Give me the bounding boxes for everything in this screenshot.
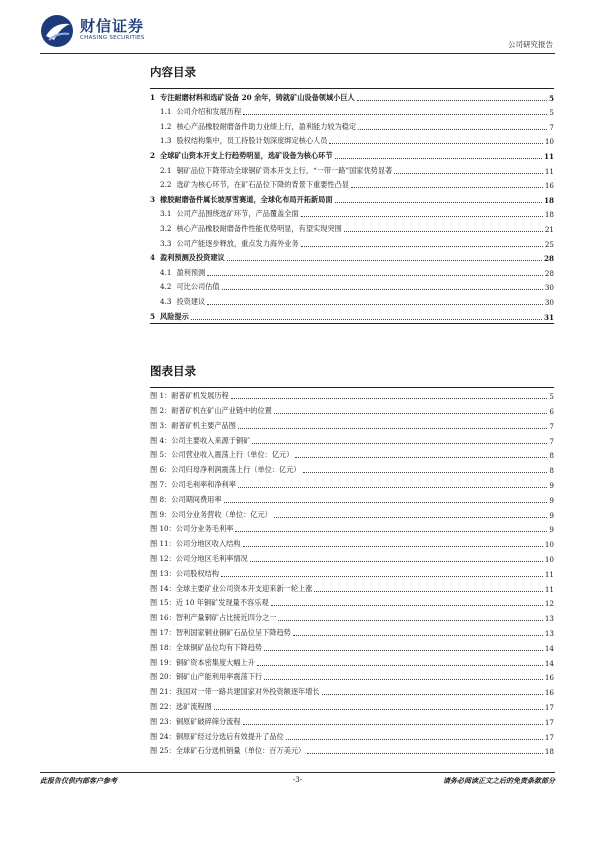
leader-dots [329, 143, 542, 144]
toc-entry[interactable] [150, 162, 554, 177]
leader-dots [238, 428, 547, 429]
toc-entry-page: 11 [544, 166, 554, 176]
figure-entry-label: 图 9： [150, 509, 172, 519]
toc-entry[interactable] [150, 191, 554, 206]
figure-entry-page: 8 [549, 451, 554, 461]
figure-entry-page: 17 [544, 717, 554, 727]
figure-entry[interactable] [150, 624, 554, 639]
figure-entry-text: 我国对一带一路共建国家对外投资额逐年增长 [175, 687, 320, 697]
figure-entry-text: 选矿流程图 [175, 702, 212, 712]
toc-entry-page: 30 [544, 283, 554, 293]
toc-entry-page: 28 [543, 254, 554, 264]
toc-entry-number: 3.2 [160, 223, 172, 233]
toc-entry[interactable] [150, 206, 554, 221]
figure-entry-text: 公司分业务毛利率 [175, 524, 234, 534]
leader-dots [301, 246, 543, 247]
leader-dots [264, 679, 543, 680]
header-divider [40, 53, 555, 54]
leader-dots [243, 724, 543, 725]
toc-entry-number: 1 [150, 92, 156, 102]
footer-notice: 请务必阅读正文之后的免责条款部分 [443, 776, 555, 785]
toc-entry[interactable] [150, 118, 554, 133]
toc-entry-page: 5 [548, 93, 554, 103]
figure-entry-label: 图 3： [150, 420, 172, 430]
leader-dots [314, 591, 542, 592]
figure-entry-label: 图 23： [150, 716, 176, 726]
toc-entry-text: 公司产品围绕选矿环节，产品覆盖全面 [176, 209, 299, 219]
toc-entry[interactable] [150, 308, 554, 323]
leader-dots [322, 694, 543, 695]
toc-entry-page: 21 [544, 224, 554, 234]
leader-dots [357, 100, 547, 101]
figure-entry[interactable] [150, 595, 554, 610]
leader-dots [274, 517, 548, 518]
toc-entry-text: 公司介绍和发展历程 [176, 107, 242, 117]
figure-entry-text: 公司分业务营收（单位：亿元） [171, 509, 272, 519]
figure-entry-label: 图 6： [150, 465, 172, 475]
figure-entry-label: 图 5： [150, 450, 172, 460]
leader-dots [286, 739, 543, 740]
figure-entry[interactable] [150, 476, 554, 491]
leader-dots [224, 502, 548, 503]
page-content [150, 60, 554, 757]
figure-entry-label: 图 25： [150, 746, 176, 756]
leader-dots [335, 202, 542, 203]
figure-entry-page: 16 [544, 688, 554, 698]
figure-entry-label: 图 2： [150, 406, 172, 416]
toc-entry[interactable] [150, 264, 554, 279]
toc-entry-text: 核心产品橡胶耐磨备件助力业绩上行，盈利能力较为稳定 [176, 121, 357, 131]
toc-entry-page: 30 [544, 297, 554, 307]
figure-entry-label: 图 21： [150, 687, 176, 697]
leader-dots [207, 275, 543, 276]
toc-entry-number: 4.1 [160, 267, 172, 277]
figure-entry[interactable] [150, 654, 554, 669]
figure-entry-page: 12 [544, 599, 554, 609]
leader-dots [358, 129, 547, 130]
figure-entry-label: 图 22： [150, 702, 176, 712]
figure-entry-page: 7 [549, 436, 554, 446]
logo-mark-icon [40, 14, 74, 48]
page-footer [40, 776, 555, 788]
figure-entry[interactable] [150, 698, 554, 713]
figure-entry[interactable] [150, 565, 554, 580]
toc-entry-number: 4.3 [160, 296, 172, 306]
figure-entry-page: 11 [544, 584, 554, 594]
figure-entry[interactable] [150, 535, 554, 550]
figure-entry[interactable] [150, 639, 554, 654]
toc-entry-number: 2.1 [160, 165, 172, 175]
toc-entry[interactable] [150, 147, 554, 162]
figure-entry-text: 公司营业收入震荡上行（单位：亿元） [171, 450, 294, 460]
figure-entry[interactable] [150, 506, 554, 521]
page-header [40, 12, 555, 52]
toc-entry[interactable] [150, 250, 554, 265]
figure-entry-label: 图 17： [150, 628, 176, 638]
leader-dots [301, 216, 543, 217]
toc-entry-text: 投资建议 [176, 296, 206, 306]
logo-en-text: CHASING SECURITIES [80, 35, 145, 41]
toc-entry-text: 股权结构集中，员工持股计划深度绑定核心人员 [176, 136, 328, 146]
figure-entry-label: 图 1： [150, 391, 172, 401]
toc-entry[interactable] [150, 235, 554, 250]
leader-dots [207, 304, 543, 305]
leader-dots [394, 173, 543, 174]
leader-dots [293, 635, 543, 636]
figure-entry-label: 图 8： [150, 494, 172, 504]
toc-entry[interactable] [150, 89, 554, 104]
toc-entry-number: 4.2 [160, 282, 172, 292]
figure-entry-label: 图 7： [150, 480, 172, 490]
logo-cn-text: 财信证券 [80, 17, 145, 35]
toc-entry-number: 3.1 [160, 209, 172, 219]
toc-entry-text: 盈利预测及投资建议 [160, 253, 225, 263]
toc-entry-page: 11 [543, 151, 554, 161]
figure-entry-page: 18 [544, 747, 554, 757]
figure-entry-label: 图 20： [150, 672, 176, 682]
figure-entry-text: 公司归母净利润震荡上行（单位：亿元） [171, 465, 301, 475]
leader-dots [243, 114, 547, 115]
toc-entry-number: 1.3 [160, 136, 172, 146]
leader-dots [221, 576, 543, 577]
toc-entry[interactable] [150, 279, 554, 294]
toc-entry-page: 31 [543, 312, 554, 322]
figure-entry-label: 图 11： [150, 539, 176, 549]
figure-entry-text: 铜原矿经过分选后有效提升了品位 [175, 731, 284, 741]
leader-dots [231, 398, 548, 399]
figure-entry[interactable] [150, 550, 554, 565]
toc-entry-text: 选矿为核心环节，在矿石品位下降的背景下重要性凸显 [176, 180, 349, 190]
figure-entry-page: 16 [544, 673, 554, 683]
toc-entry-number: 5 [150, 311, 156, 321]
figure-entry-label: 图 15： [150, 598, 176, 608]
figure-entry-text: 近 10 年铜矿发现量不容乐观 [175, 598, 269, 608]
figure-entry-page: 9 [549, 495, 554, 505]
figure-entry-text: 公司期间费用率 [171, 494, 222, 504]
toc-list [150, 88, 554, 324]
leader-dots [222, 289, 543, 290]
toc-entry-text: 核心产品橡胶耐磨备件性能优势明显，有望实现突围 [176, 223, 342, 233]
figure-entry-page: 11 [544, 569, 554, 579]
toc-entry[interactable] [150, 293, 554, 308]
leader-dots [243, 546, 543, 547]
figure-entry[interactable] [150, 580, 554, 595]
figure-entry-page: 13 [544, 614, 554, 624]
leader-dots [295, 457, 547, 458]
toc-entry-page: 7 [549, 122, 554, 132]
toc-entry-number: 1.1 [160, 107, 172, 117]
figure-entry-text: 智利产量铜矿占比接近四分之一 [175, 613, 277, 623]
figure-entry-label: 图 16： [150, 613, 176, 623]
figure-entry-page: 9 [549, 510, 554, 520]
figure-entry-text: 耐普矿机在矿山产业链中的位置 [171, 406, 272, 416]
figure-entry-page: 13 [544, 629, 554, 639]
leader-dots [252, 443, 547, 444]
toc-entry-number: 2.2 [160, 180, 172, 190]
toc-entry[interactable] [150, 220, 554, 235]
figure-entry-page: 8 [549, 466, 554, 476]
toc-entry-page: 25 [544, 239, 554, 249]
figure-entry-text: 铜原矿破碎筛分流程 [175, 716, 241, 726]
toc-entry[interactable] [150, 133, 554, 148]
figure-entry[interactable] [150, 669, 554, 684]
figure-entry-page: 7 [549, 421, 554, 431]
footer-disclaimer: 此报告仅供内部客户参考 [40, 776, 117, 785]
leader-dots [351, 187, 543, 188]
toc-entry-text: 可比公司估值 [176, 282, 220, 292]
figure-entry-text: 全球铜矿品位均有下降趋势 [175, 642, 263, 652]
figure-entry[interactable] [150, 609, 554, 624]
figure-entry-label: 图 4： [150, 435, 172, 445]
toc-entry[interactable] [150, 177, 554, 192]
leader-dots [227, 260, 542, 261]
figure-entry-text: 全球主要矿业公司资本开支迎来新一轮上涨 [175, 583, 313, 593]
figure-entry-page: 9 [549, 481, 554, 491]
company-logo [40, 12, 200, 52]
figure-entry-text: 公司主要收入来源于铜矿 [171, 435, 251, 445]
report-type-label: 公司研究报告 [508, 40, 553, 49]
figure-entry-label: 图 13： [150, 568, 176, 578]
leader-dots [307, 753, 543, 754]
toc-entry-page: 16 [544, 181, 554, 191]
figure-entry-text: 铜矿山产能利用率震荡下行 [175, 672, 263, 682]
figure-entry-page: 10 [544, 540, 554, 550]
toc-entry-text: 盈利预测 [176, 267, 206, 277]
leader-dots [303, 472, 548, 473]
leader-dots [264, 650, 543, 651]
toc-entry-page: 10 [544, 137, 554, 147]
leader-dots [235, 531, 547, 532]
leader-dots [274, 413, 548, 414]
leader-dots [214, 709, 543, 710]
figure-entry[interactable] [150, 743, 554, 758]
toc-entry-page: 5 [549, 108, 554, 118]
leader-dots [250, 561, 543, 562]
toc-entry-number: 1.2 [160, 121, 172, 131]
leader-dots [238, 487, 547, 488]
leader-dots [344, 231, 543, 232]
figure-entry-page: 17 [544, 732, 554, 742]
figure-entry-text: 耐普矿机发展历程 [171, 391, 229, 401]
toc-entry-text: 风险提示 [160, 311, 189, 321]
figure-entry-label: 图 19： [150, 657, 176, 667]
figure-entry-text: 公司分地区收入结构 [175, 539, 241, 549]
figure-entry[interactable] [150, 728, 554, 743]
toc-entry-text: 铜矿品位下降带动全球铜矿资本开支上行，“一带一路”国家优势显著 [176, 165, 393, 175]
figure-entry-label: 图 24： [150, 731, 176, 741]
figure-entry-text: 智利国家铜业铜矿石品位呈下降趋势 [175, 628, 291, 638]
toc-title: 内容目录 [150, 65, 196, 79]
figure-entry[interactable] [150, 461, 554, 476]
figure-entry-label: 图 10： [150, 524, 176, 534]
figure-entry[interactable] [150, 388, 554, 403]
figure-entry-text: 公司分地区毛利率情况 [175, 554, 248, 564]
leader-dots [257, 665, 543, 666]
figure-entry-text: 全球矿石分选机销量（单位：百万美元） [175, 746, 306, 756]
toc-entry-page: 28 [544, 268, 554, 278]
figure-entry-page: 14 [544, 658, 554, 668]
figure-entry[interactable] [150, 402, 554, 417]
figure-entry-text: 公司毛利率和净利率 [171, 480, 236, 490]
toc-entry-number: 3.3 [160, 238, 172, 248]
figure-entry-label: 图 12： [150, 554, 176, 564]
figure-entry-text: 耐普矿机主要产品图 [171, 420, 236, 430]
figure-entry[interactable] [150, 713, 554, 728]
toc-entry-text: 专注耐磨材料和选矿设备 20 余年，铸就矿山设备领域小巨人 [160, 92, 355, 102]
figure-entry-page: 5 [549, 392, 554, 402]
figure-entry-page: 6 [549, 407, 554, 417]
leader-dots [271, 605, 543, 606]
figure-entry-text: 公司股权结构 [175, 568, 219, 578]
figure-entry[interactable] [150, 432, 554, 447]
toc-entry-number: 3 [150, 194, 156, 204]
figure-entry-page: 17 [544, 703, 554, 713]
figure-entry-text: 铜矿资本密集度大幅上升 [175, 657, 255, 667]
leader-dots [278, 620, 542, 621]
figure-entry-page: 9 [549, 525, 554, 535]
toc-entry-text: 橡胶耐磨备件属长坡厚雪赛道，全球化布局开拓新局面 [160, 194, 333, 204]
figure-entry[interactable] [150, 491, 554, 506]
figure-entry[interactable] [150, 417, 554, 432]
figure-entry[interactable] [150, 447, 554, 462]
toc-entry-number: 4 [150, 253, 156, 263]
toc-entry-page: 18 [544, 210, 554, 220]
toc-entry-page: 18 [543, 195, 554, 205]
figure-entry-label: 图 18： [150, 642, 176, 652]
toc-entry-text: 全球矿山资本开支上行趋势明显，选矿设备为核心环节 [160, 150, 333, 160]
figure-entry[interactable] [150, 683, 554, 698]
toc-entry-number: 2 [150, 150, 156, 160]
figure-entry-label: 图 14： [150, 583, 176, 593]
toc-entry-text: 公司产能逐步释放，重点发力海外业务 [176, 238, 299, 248]
footer-divider [40, 772, 555, 773]
page-number: -3- [292, 776, 303, 784]
figure-list [150, 387, 554, 758]
leader-dots [335, 158, 542, 159]
figure-list-title: 图表目录 [150, 363, 196, 378]
toc-entry[interactable] [150, 104, 554, 119]
figure-entry[interactable] [150, 521, 554, 536]
figure-entry-page: 14 [544, 643, 554, 653]
figure-entry-page: 10 [544, 555, 554, 565]
leader-dots [191, 319, 542, 320]
